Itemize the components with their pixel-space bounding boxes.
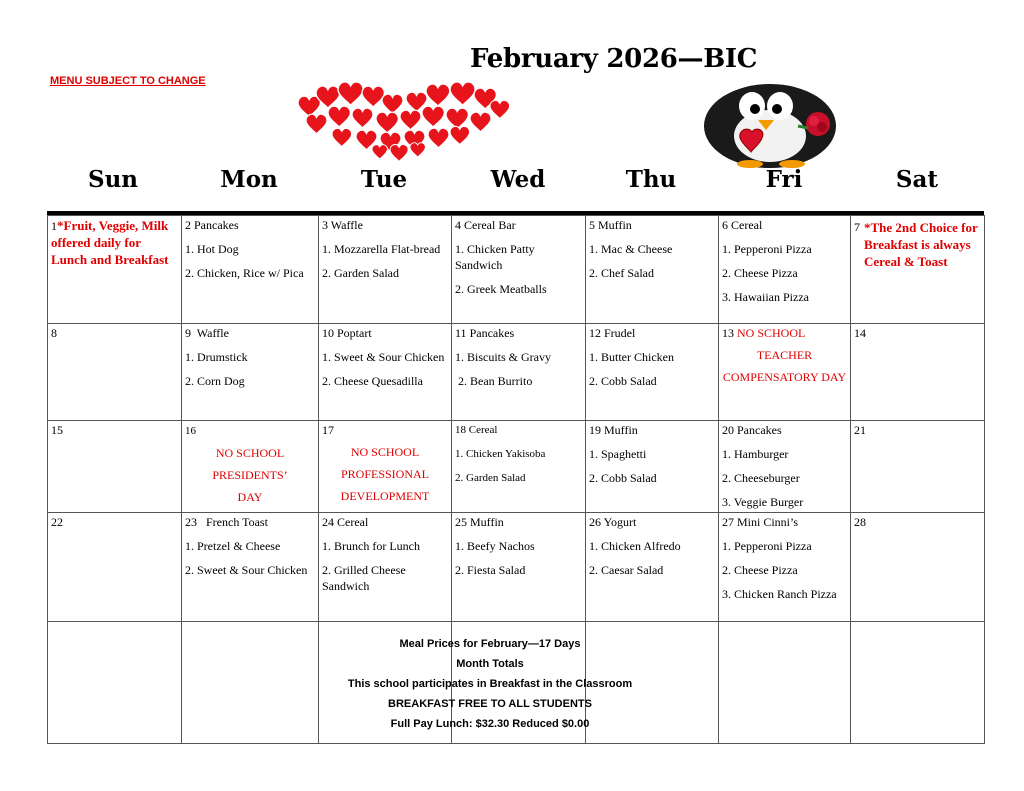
empty-cell <box>182 622 319 744</box>
day-cell-2 <box>182 216 319 324</box>
week-row-1 <box>48 216 985 324</box>
menu-change-notice: MENU SUBJECT TO CHANGE <box>50 75 206 87</box>
day-number: 6 <box>722 218 728 232</box>
day-cell-18 <box>452 421 586 513</box>
breakfast-classroom-note: This school participates in Breakfast in the Classroom <box>347 678 633 690</box>
day-cell-22 <box>48 513 182 622</box>
breakfast-item: Cereal <box>337 515 369 529</box>
lunch-item: 1. Mac & Cheese <box>589 242 673 256</box>
lunch-item: 2. Corn Dog <box>185 374 245 388</box>
day-header-fri: Fri <box>765 166 803 193</box>
week-row-4 <box>48 513 985 622</box>
day-cell-7 <box>851 216 985 324</box>
breakfast-item: Pancakes <box>194 218 239 232</box>
closure-reason: COMPENSATORY DAY <box>722 370 847 384</box>
breakfast-item: Muffin <box>598 218 632 232</box>
day-number: 27 <box>722 515 734 529</box>
lunch-item: 1. Hamburger <box>722 447 789 461</box>
penguin-with-rose-icon <box>700 80 850 170</box>
lunch-item: 1. Pepperoni Pizza <box>722 539 812 553</box>
day-cell-5 <box>586 216 719 324</box>
daily-offer-note: *Fruit, Veggie, Milk offered daily for Lunch and Breakfast <box>51 218 169 267</box>
day-cell-15 <box>48 421 182 513</box>
day-cell-14 <box>851 324 985 421</box>
lunch-price-line: Full Pay Lunch: $32.30 Reduced $0.00 <box>390 718 590 730</box>
day-cell-21 <box>851 421 985 513</box>
closure-reason: DAY <box>237 490 263 504</box>
day-cell-28 <box>851 513 985 622</box>
lunch-item: 1. Drumstick <box>185 350 248 364</box>
lunch-item: 2. Bean Burrito <box>458 374 533 388</box>
day-cell-11 <box>452 324 586 421</box>
breakfast-item: Waffle <box>196 326 229 340</box>
day-header-thu: Thu <box>625 166 677 193</box>
day-cell-12 <box>586 324 719 421</box>
day-number: 24 <box>322 515 334 529</box>
day-cell-16 <box>182 421 319 513</box>
lunch-item: 2. Cobb Salad <box>589 374 657 388</box>
lunch-item: 2. Caesar Salad <box>589 563 664 577</box>
lunch-item: 2. Cobb Salad <box>589 471 657 485</box>
week-row-2 <box>48 324 985 421</box>
month-totals-label: Month Totals <box>456 658 524 670</box>
day-number: 16 <box>185 425 196 437</box>
lunch-item: 1. Chicken Yakisoba <box>455 448 546 460</box>
lunch-item: 1. Chicken Patty Sandwich <box>455 242 535 272</box>
breakfast-item: Yogurt <box>603 515 637 529</box>
day-cell-6 <box>719 216 851 324</box>
closure-reason: NO SCHOOL <box>215 446 285 460</box>
breakfast-item: Pancakes <box>737 423 782 437</box>
page-title: February 2026—BIC <box>470 44 758 74</box>
day-number: 25 <box>455 515 467 529</box>
breakfast-item: Cereal <box>731 218 763 232</box>
day-cell-17 <box>319 421 452 513</box>
lunch-item: 2. Chef Salad <box>589 266 654 280</box>
free-breakfast-note: BREAKFAST FREE TO ALL STUDENTS <box>388 698 592 710</box>
closure-reason: NO SCHOOL <box>350 445 420 459</box>
day-cell-4 <box>452 216 586 324</box>
lunch-item: 2. Cheese Pizza <box>722 563 798 577</box>
lunch-item: 2. Garden Salad <box>322 266 399 280</box>
empty-cell <box>719 622 851 744</box>
day-number: 3 <box>322 218 328 232</box>
closure-reason: PRESIDENTS’ <box>212 468 288 482</box>
day-cell-3 <box>319 216 452 324</box>
no-school-label: NO SCHOOL <box>737 326 806 340</box>
lunch-item: 1. Mozzarella Flat-bread <box>322 242 441 256</box>
breakfast-item: Pancakes <box>469 326 515 340</box>
day-cell-25 <box>452 513 586 622</box>
lunch-item: 2. Cheese Quesadilla <box>322 374 423 388</box>
day-cell-20 <box>719 421 851 513</box>
lunch-item: 2. Cheeseburger <box>722 471 800 485</box>
day-number: 28 <box>854 515 866 529</box>
day-header-mon: Mon <box>220 166 278 193</box>
lunch-item: 2. Garden Salad <box>455 472 526 484</box>
day-cell-9 <box>182 324 319 421</box>
meal-price-heading: Meal Prices for February—17 Days <box>399 638 581 650</box>
breakfast-item: Cereal <box>468 424 498 436</box>
breakfast-item: Mini Cinni’s <box>737 515 799 529</box>
lunch-item: 1. Sweet & Sour Chicken <box>322 350 445 364</box>
empty-cell <box>851 622 985 744</box>
breakfast-item: Muffin <box>470 515 504 529</box>
day-number: 26 <box>589 515 601 529</box>
lunch-item: 2. Fiesta Salad <box>455 563 526 577</box>
lunch-item: 1. Chicken Alfredo <box>589 539 681 553</box>
day-number: 10 <box>322 326 334 340</box>
day-cell-26 <box>586 513 719 622</box>
day-number: 19 <box>589 423 601 437</box>
lunch-item: 1. Spaghetti <box>589 447 647 461</box>
lunch-item: 1. Beefy Nachos <box>455 539 535 553</box>
day-cell-1 <box>48 216 182 324</box>
week-row-3 <box>48 421 985 513</box>
breakfast-item: Frudel <box>604 326 636 340</box>
day-number: 7 <box>854 220 860 234</box>
breakfast-item: French Toast <box>206 515 268 529</box>
day-number: 2 <box>185 218 191 232</box>
lunch-item: 2. Cheese Pizza <box>722 266 798 280</box>
meal-price-info <box>330 634 650 734</box>
day-number: 12 <box>589 326 601 340</box>
day-number: 23 <box>185 515 197 529</box>
day-number: 22 <box>51 515 63 529</box>
lunch-item: 1. Brunch for Lunch <box>322 539 420 553</box>
day-number: 9 <box>185 326 191 340</box>
lunch-item: 3. Veggie Burger <box>722 495 804 509</box>
lunch-item: 1. Pretzel & Cheese <box>185 539 281 553</box>
lunch-item: 3. Hawaiian Pizza <box>722 290 809 304</box>
breakfast-item: Poptart <box>337 326 372 340</box>
day-number: 14 <box>854 326 866 340</box>
day-cell-23 <box>182 513 319 622</box>
heart-cluster-icon <box>292 80 516 164</box>
day-number: 8 <box>51 326 57 340</box>
closure-reason: PROFESSIONAL <box>340 467 430 481</box>
empty-cell <box>48 622 182 744</box>
day-header-sat: Sat <box>895 166 939 193</box>
day-cell-8 <box>48 324 182 421</box>
day-number: 15 <box>51 423 63 437</box>
day-cell-13 <box>719 324 851 421</box>
day-number: 18 <box>455 424 466 436</box>
lunch-item: 1. Hot Dog <box>185 242 239 256</box>
lunch-item: 1. Biscuits & Gravy <box>455 350 551 364</box>
lunch-item: 2. Chicken, Rice w/ Pica <box>185 266 304 280</box>
day-number: 13 <box>722 326 734 340</box>
day-cell-19 <box>586 421 719 513</box>
lunch-item: 2. Grilled Cheese Sandwich <box>322 563 406 593</box>
day-header-wed: Wed <box>490 166 546 193</box>
day-cell-24 <box>319 513 452 622</box>
day-header-sun: Sun <box>87 166 139 193</box>
day-number: 1 <box>51 219 57 233</box>
second-choice-note: *The 2nd Choice for Breakfast is always Cereal & Toast <box>864 220 978 269</box>
day-number: 21 <box>854 423 866 437</box>
lunch-item: 1. Butter Chicken <box>589 350 674 364</box>
day-cell-27 <box>719 513 851 622</box>
day-number: 4 <box>455 218 461 232</box>
breakfast-item: Muffin <box>604 423 638 437</box>
lunch-item: 3. Chicken Ranch Pizza <box>722 587 837 601</box>
closure-reason: DEVELOPMENT <box>340 489 430 503</box>
day-number: 20 <box>722 423 734 437</box>
day-number: 11 <box>455 326 467 340</box>
lunch-item: 1. Pepperoni Pizza <box>722 242 812 256</box>
day-number: 5 <box>589 218 595 232</box>
lunch-item: 2. Greek Meatballs <box>455 282 547 296</box>
breakfast-item: Waffle <box>330 218 363 232</box>
breakfast-item: Cereal Bar <box>464 218 516 232</box>
closure-reason: TEACHER <box>756 348 813 362</box>
day-number: 17 <box>322 423 334 437</box>
day-cell-10 <box>319 324 452 421</box>
lunch-item: 2. Sweet & Sour Chicken <box>185 563 308 577</box>
day-header-tue: Tue <box>360 166 408 193</box>
